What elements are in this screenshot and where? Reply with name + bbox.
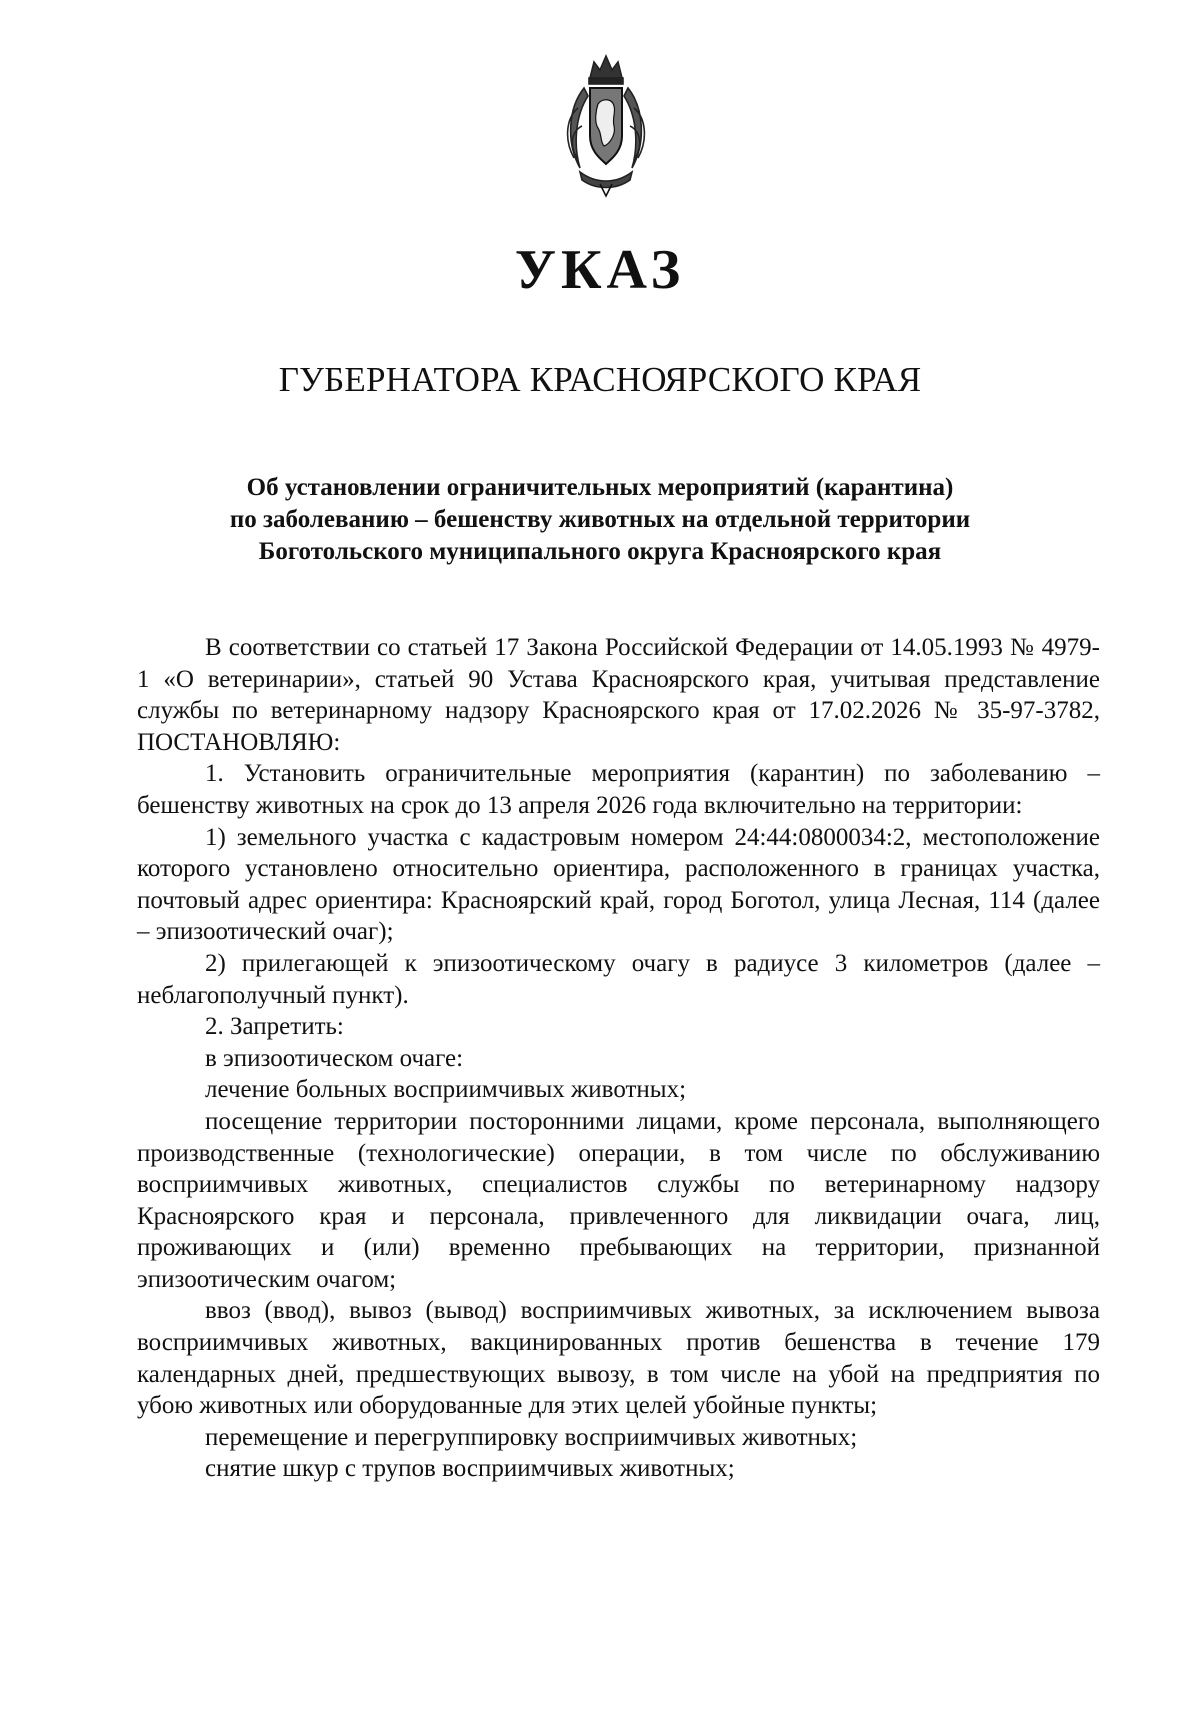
issuer-heading: ГУБЕРНАТОРА КРАСНОЯРСКОГО КРАЯ	[278, 360, 922, 399]
clause-2-item: лечение больных восприимчивых животных;	[205, 1076, 687, 1104]
clause-2-item: посещение территории посторонними лицами, кроме персонала, выполняющего производственные (технологические) операции, в том числе по обслуживанию восприимчивых животных, специалистов службы по ветеринарному надзору Красноярского края и персонала, привлеченного для ликвидации очага, лиц, проживающих и (или) временно пребывающих на территории, признанной эпизоотическим очагом;	[137, 1107, 1100, 1293]
clause-2-item: снятие шкур с трупов восприимчивых животных;	[205, 1455, 735, 1483]
title-line: по заболеванию – бешенству животных на отдельной территории	[229, 506, 971, 533]
title-line: Об установлении ограничительных мероприятий (карантина)	[246, 474, 954, 501]
coat-of-arms-icon	[560, 48, 652, 198]
clause-1-item-1: 1) земельного участка с кадастровым номером 24:44:0800034:2, местоположение которого установлено относительно ориентира, расположенного в границах участка, почтовый адрес ориентира: Красноярский край, город Боготол, улица Лесная, 114 (далее – эпизоотический очаг);	[137, 823, 1100, 946]
document-type-heading: УКАЗ	[514, 239, 686, 301]
clause-1-paragraph: 1. Установить ограничительные мероприятия (карантин) по заболеванию – бешенству животных на срок до 13 апреля 2026 года включительно на территории:	[137, 760, 1100, 819]
clause-2-item: перемещение и перегруппировку восприимчивых животных;	[205, 1423, 858, 1451]
clause-2-subheading: в эпизоотическом очаге:	[205, 1044, 464, 1072]
title-line: Боготольского муниципального округа Красноярского края	[258, 538, 942, 565]
clause-2-paragraph: 2. Запретить:	[205, 1013, 344, 1041]
preamble-paragraph: В соответствии со статьей 17 Закона Российской Федерации от 14.05.1993 № 4979-1 «О ветеринарии», статьей 90 Устава Красноярского края, учитывая представление службы по ветеринарному надзору Красноярского края от 17.02.2026 № 35-97-3782, ПОСТАНОВЛЯЮ:	[137, 634, 1100, 756]
document-body	[137, 632, 1100, 1485]
document-title	[140, 472, 1060, 568]
clause-2-item: ввоз (ввод), вывоз (вывод) восприимчивых животных, за исключением вывоза восприимчивых животных, вакцинированных против бешенства в течение 179 календарных дней, предшествующих вывозу, в том числе на убой на предприятия по убою животных или оборудованные для этих целей убойные пункты;	[137, 1297, 1100, 1420]
clause-1-item-2: 2) прилегающей к эпизоотическому очагу в радиусе 3 километров (далее – неблагополучный пункт).	[137, 949, 1100, 1009]
